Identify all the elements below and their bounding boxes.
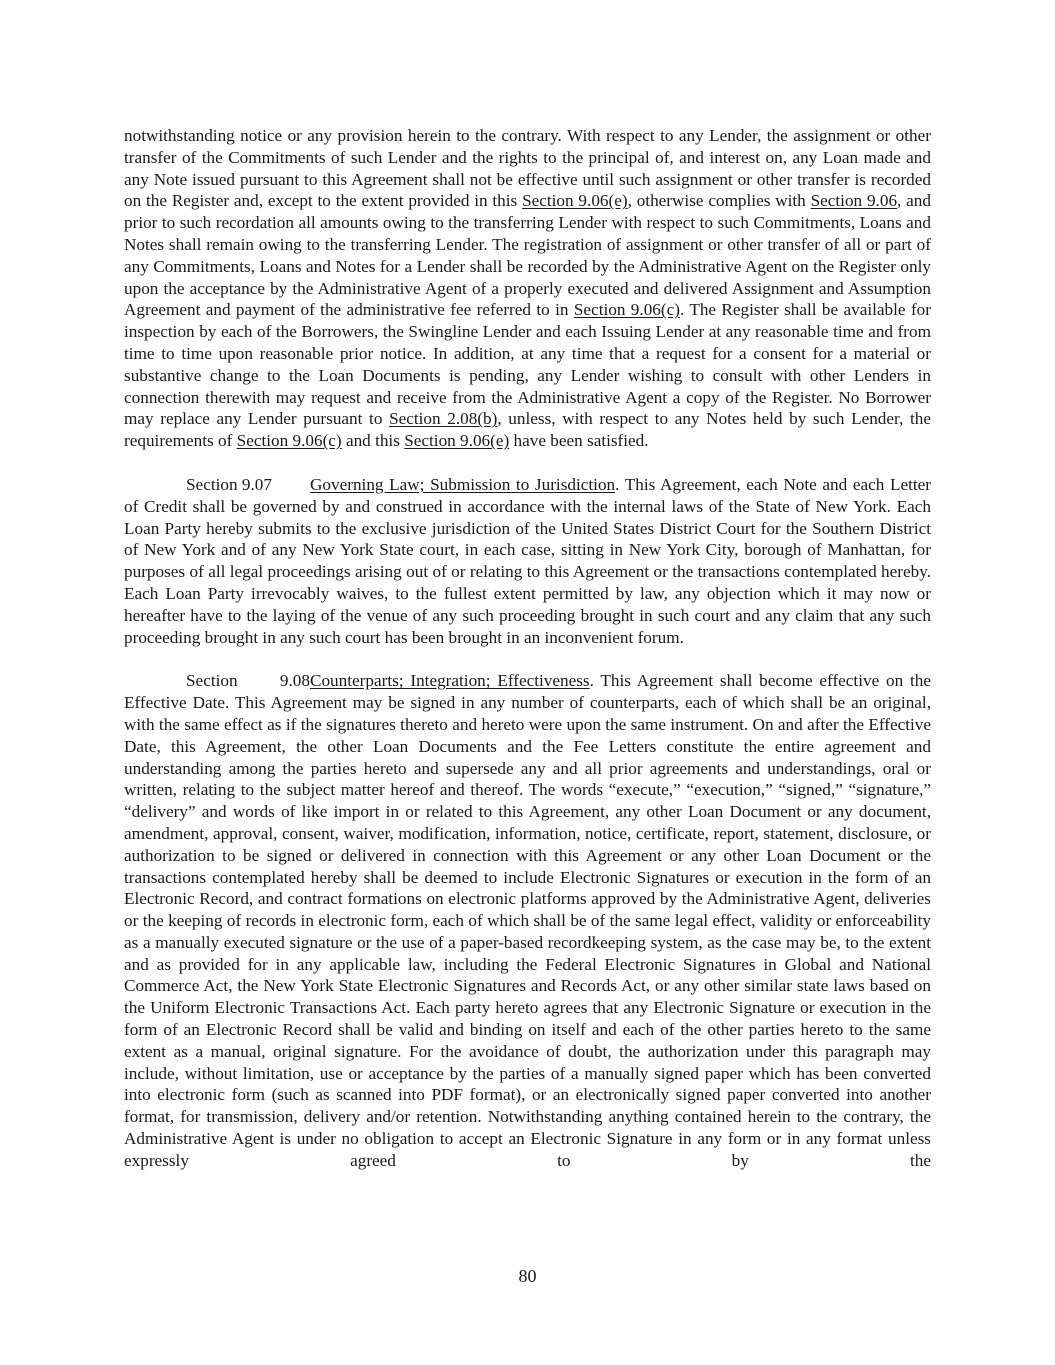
section-number: Section 9.07 <box>186 474 272 494</box>
page-body <box>124 125 931 1172</box>
section-9-08-paragraph <box>124 670 931 1171</box>
section-body: . This Agreement, each Note and each Letter of Credit shall be governed by and construed in accordance with the internal laws of the State of New York. Each Loan Party hereby submits to the exclusive jurisdiction of the United States District Court for the Southern District of New York and of any New York State court, in each case, sitting in New York City, borough of Manhattan, for purposes of all legal proceedings arising out of or relating to this Agreement or the transactions contemplated hereby. Each Loan Party irrevocably waives, to the fullest extent permitted by law, any objection which it may now or hereafter have to the laying of the venue of any such proceeding brought in such court and any claim that any such proceeding brought in any such court has been brought in an inconvenient forum. <box>124 474 931 647</box>
text-run: and this <box>341 431 405 451</box>
text-run: , and prior to such recordation all amounts owing to the transferring Lender with respect to such Commitments, Loans and Notes shall remain owing to the transferring Lender. The registration of assignment or other transfer of all or part of any Commitments, Loans and Notes for a Lender shall be recorded by the Administrative Agent on the Register only upon the acceptance by the Administrative Agent of a properly executed and delivered Assignment and Assumption Agreement and payment of the administrative fee referred to in <box>124 191 931 320</box>
text-run: have been satisfied. <box>509 431 649 451</box>
section-reference: Section 2.08(b) <box>389 409 498 429</box>
section-number: Section 9.08 <box>186 671 310 691</box>
text-run: notwithstanding notice or any provision herein to the contrary. With respect to any Lender, the assignment or other transfer of the Commitments of such Lender and the rights to the principal of, and interest on, any Loan made and any Note issued pursuant to this Agreement shall not be effective until such assignment or other transfer is recorded on the Register and, except to the extent provided in this <box>124 126 931 211</box>
section-body: . This Agreement shall become effective on the Effective Date. This Agreement may be signed in any number of counterparts, each of which shall be an original, with the same effect as if the signatures thereto and hereto were upon the same instrument. On and after the Effective Date, this Agreement, the other Loan Documents and the Fee Letters constitute the entire agreement and understanding among the parties hereto and supersede any and all prior agreements and understandings, oral or written, relating to the subject matter hereof and thereof. The words “execute,” “execution,” “signed,” “signature,” “delivery” and words of like import in or related to this Agreement, any other Loan Document or any document, amendment, approval, consent, waiver, modification, information, notice, certificate, report, statement, disclosure, or authorization to be signed or delivered in connection with this Agreement or any other Loan Document or the transactions contemplated hereby shall be deemed to include Electronic Signatures or execution in the form of an Electronic Record, and contract formations on electronic platforms approved by the Administrative Agent, deliveries or the keeping of records in electronic form, each of which shall be of the same legal effect, validity or enforceability as a manually executed signature or the use of a paper-based recordkeeping system, as the case may be, to the extent and as provided for in any applicable law, including the Federal Electronic Signatures in Global and National Commerce Act, the New York State Electronic Signatures and Records Act, or any other similar state laws based on the Uniform Electronic Transactions Act. Each party hereto agrees that any Electronic Signature or execution in the form of an Electronic Record shall be valid and binding on itself and each of the other parties hereto to the same extent as a manual, original signature. For the avoidance of doubt, the authorization under this paragraph may include, without limitation, use or acceptance by the parties of a manually signed paper which has been converted into electronic form (such as scanned into PDF format), or an electronically signed paper converted into another format, for transmission, delivery and/or retention. Notwithstanding anything contained herein to the contrary, the Administrative Agent is under no obligation to accept an Electronic Signature in any form or in any format unless expressly agreed to by the <box>124 671 931 1170</box>
section-reference: Section 9.06(c) <box>236 431 342 451</box>
paragraph-register-continuation <box>124 125 931 452</box>
text-run: , otherwise complies with <box>627 191 811 211</box>
section-reference: Section 9.06(c) <box>573 300 680 320</box>
section-heading: Governing Law; Submission to Jurisdiction <box>310 474 616 494</box>
section-reference: Section 9.06(e) <box>522 191 628 211</box>
section-9-07-paragraph <box>124 474 931 648</box>
paragraph-gap <box>124 452 931 474</box>
text-run: . The Register shall be available for inspection by each of the Borrowers, the Swingline Lender and each Issuing Lender at any reasonable time and from time to time upon reasonable prior notice. In addition, at any time that a request for a consent for a material or substantive change to the Loan Documents is pending, any Lender wishing to consult with other Lenders in connection therewith may request and receive from the Administrative Agent a copy of the Register. No Borrower may replace any Lender pursuant to <box>124 300 931 429</box>
paragraph-gap <box>124 648 931 670</box>
text-run: , unless, with respect to any Notes held by such Lender, the requirements of <box>124 409 931 451</box>
section-heading: Counterparts; Integration; Effectiveness <box>310 671 590 691</box>
section-reference: Section 9.06(e) <box>404 431 510 451</box>
section-reference: Section 9.06 <box>810 191 898 211</box>
page-number: 80 <box>518 1266 537 1286</box>
